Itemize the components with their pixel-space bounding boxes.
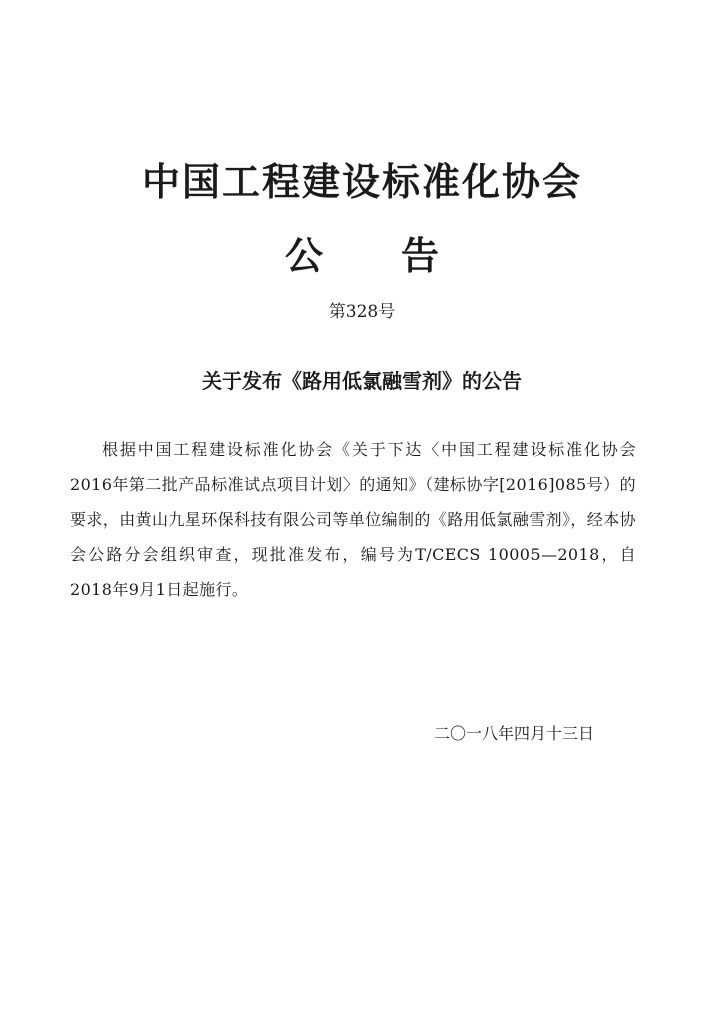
announcement-title-char-2: 告: [401, 234, 440, 278]
issue-date: 二〇一八年四月十三日: [433, 724, 594, 743]
announcement-subject: 关于发布《路用低氯融雪剂》的公告: [202, 369, 522, 393]
announcement-title: [0, 232, 724, 280]
announcement-title-char-1: 公: [284, 234, 323, 278]
announcement-number: 第328号: [328, 302, 396, 322]
announcement-body: 根据中国工程建设标准化协会《关于下达〈中国工程建设标准化协会2016年第二批产品标准试点项目计划〉的通知》（建标协字[2016]085号）的要求，由黄山九星环保科技有限公司等单位编制的《路用低氯融雪剂》，经本协会公路分会组织审查，现批准发布，编号为T/CECS 10005—2018，自2018年9月1日起施行。: [70, 440, 637, 599]
organization-title: 中国工程建设标准化协会: [141, 160, 582, 204]
